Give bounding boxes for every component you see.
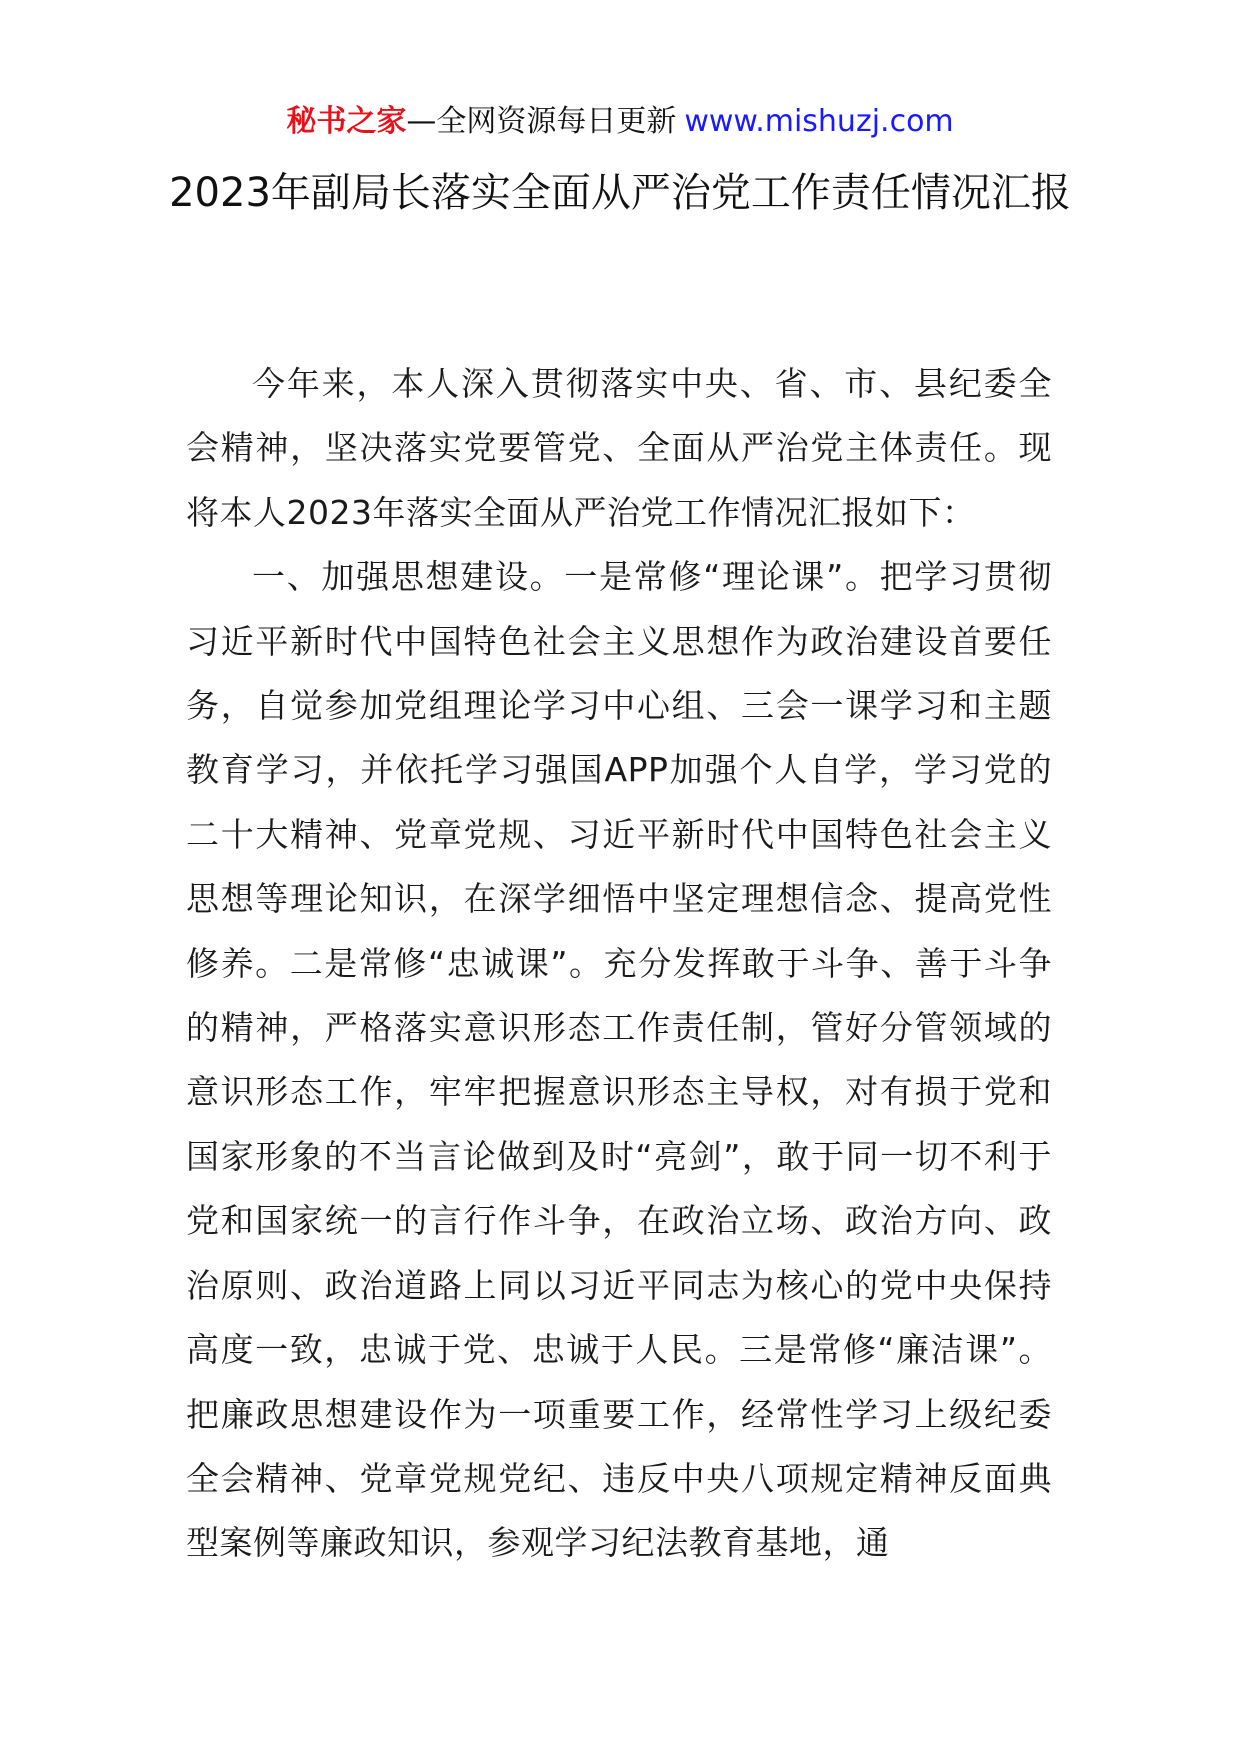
paragraph-intro: 今年来，本人深入贯彻落实中央、省、市、县纪委全会精神，坚决落实党要管党、全面从严治党主体责任。现将本人2023年落实全面从严治党工作情况汇报如下： — [186, 364, 1052, 532]
site-url-link[interactable]: www.mishuzj.com — [684, 104, 954, 139]
document-body — [186, 352, 1052, 1576]
site-header — [0, 100, 1240, 144]
document-title: 2023年副局长落实全面从严治党工作责任情况汇报 — [169, 170, 1071, 216]
site-brand: 秘书之家 — [286, 104, 407, 139]
site-tagline: —全网资源每日更新 — [406, 104, 677, 139]
paragraph-section-1: 一、加强思想建设。一是常修“理论课”。把学习贯彻习近平新时代中国特色社会主义思想作为政治建设首要任务，自觉参加党组理论学习中心组、三会一课学习和主题教育学习，并依托学习强国APP加强个人自学，学习党的二十大精神、党章党规、习近平新时代中国特色社会主义思想等理论知识，在深学细悟中坚定理想信念、提高党性修养。二是常修“忠诚课”。充分发挥敢于斗争、善于斗争的精神，严格落实意识形态工作责任制，管好分管领域的意识形态工作，牢牢把握意识形态主导权，对有损于党和国家形象的不当言论做到及时“亮剑”，敢于同一切不利于党和国家统一的言行作斗争，在政治立场、政治方向、政治原则、政治道路上同以习近平同志为核心的党中央保持高度一致，忠诚于党、忠诚于人民。三是常修“廉洁课”。把廉政思想建设作为一项重要工作，经常性学习上级纪委全会精神、党章党规党纪、违反中央八项规定精神反面典型案例等廉政知识，参观学习纪法教育基地，通 — [186, 557, 1052, 1563]
